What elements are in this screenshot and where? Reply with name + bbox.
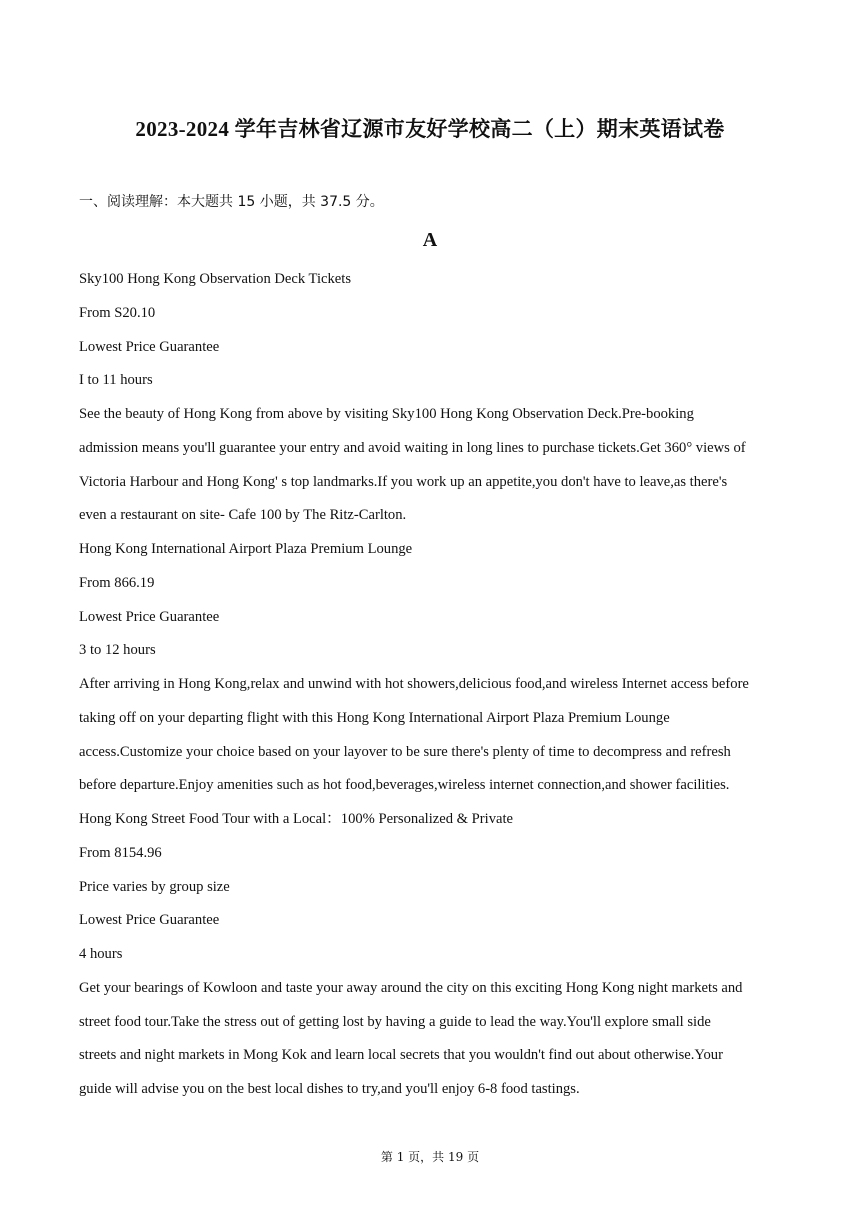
- text-line: Hong Kong International Airport Plaza Premium Lounge: [79, 541, 413, 557]
- text-line: Lowest Price Guarantee: [79, 338, 220, 355]
- text-line: From S20.10: [79, 304, 156, 321]
- passage-letter: A: [422, 229, 438, 251]
- page-title: 2023-2024 学年吉林省辽源市友好学校高二（上）期末英语试卷: [135, 117, 725, 141]
- text-line: guide will advise you on the best local dishes to try,and you'll enjoy 6-8 food tastings.: [79, 1081, 580, 1097]
- text-line: even a restaurant on site- Cafe 100 by The Ritz-Carlton.: [79, 507, 407, 524]
- text-line: 4 hours: [79, 946, 123, 962]
- page-footer: 第 1 页，共 19 页: [380, 1150, 480, 1164]
- text-line: Get your bearings of Kowloon and taste your away around the city on this exciting Hong Kong night markets and: [79, 979, 743, 996]
- text-line: taking off on your departing flight with this Hong Kong International Airport Plaza Premium Lounge: [79, 709, 670, 726]
- text-line: before departure.Enjoy amenities such as hot food,beverages,wireless internet connection,and shower facilities.: [79, 777, 730, 794]
- text-line: streets and night markets in Mong Kok and learn local secrets that you wouldn't find out about otherwise.Your: [79, 1047, 723, 1064]
- text-line: Sky100 Hong Kong Observation Deck Tickets: [79, 271, 352, 287]
- text-line: admission means you'll guarantee your entry and avoid waiting in long lines to purchase tickets.Get 360° views of: [79, 439, 746, 456]
- text-line: access.Customize your choice based on your layover to be sure there's plenty of time to decompress and refresh: [79, 743, 731, 760]
- text-line: Price varies by group size: [79, 878, 230, 895]
- text-line: Victoria Harbour and Hong Kong' s top landmarks.If you work up an appetite,you don't have to leave,as there's: [79, 473, 728, 490]
- text-line: From 866.19: [79, 574, 155, 591]
- passage-body: [79, 268, 789, 1112]
- text-line: Lowest Price Guarantee: [79, 912, 220, 929]
- text-line: Lowest Price Guarantee: [79, 608, 220, 625]
- text-line: street food tour.Take the stress out of getting lost by having a guide to lead the way.You'll explore small side: [79, 1013, 711, 1030]
- text-line: I to 11 hours: [79, 372, 153, 389]
- text-line: See the beauty of Hong Kong from above by visiting Sky100 Hong Kong Observation Deck.Pre-booking: [79, 406, 694, 422]
- text-line: After arriving in Hong Kong,relax and unwind with hot showers,delicious food,and wireless Internet access before: [79, 676, 749, 692]
- text-line: 3 to 12 hours: [79, 642, 156, 659]
- section-heading: 一、阅读理解：本大题共 15 小题，共 37.5 分。: [79, 194, 384, 210]
- text-line: From 8154.96: [79, 844, 162, 861]
- text-line: Hong Kong Street Food Tour with a Local：100% Personalized & Private: [79, 811, 514, 827]
